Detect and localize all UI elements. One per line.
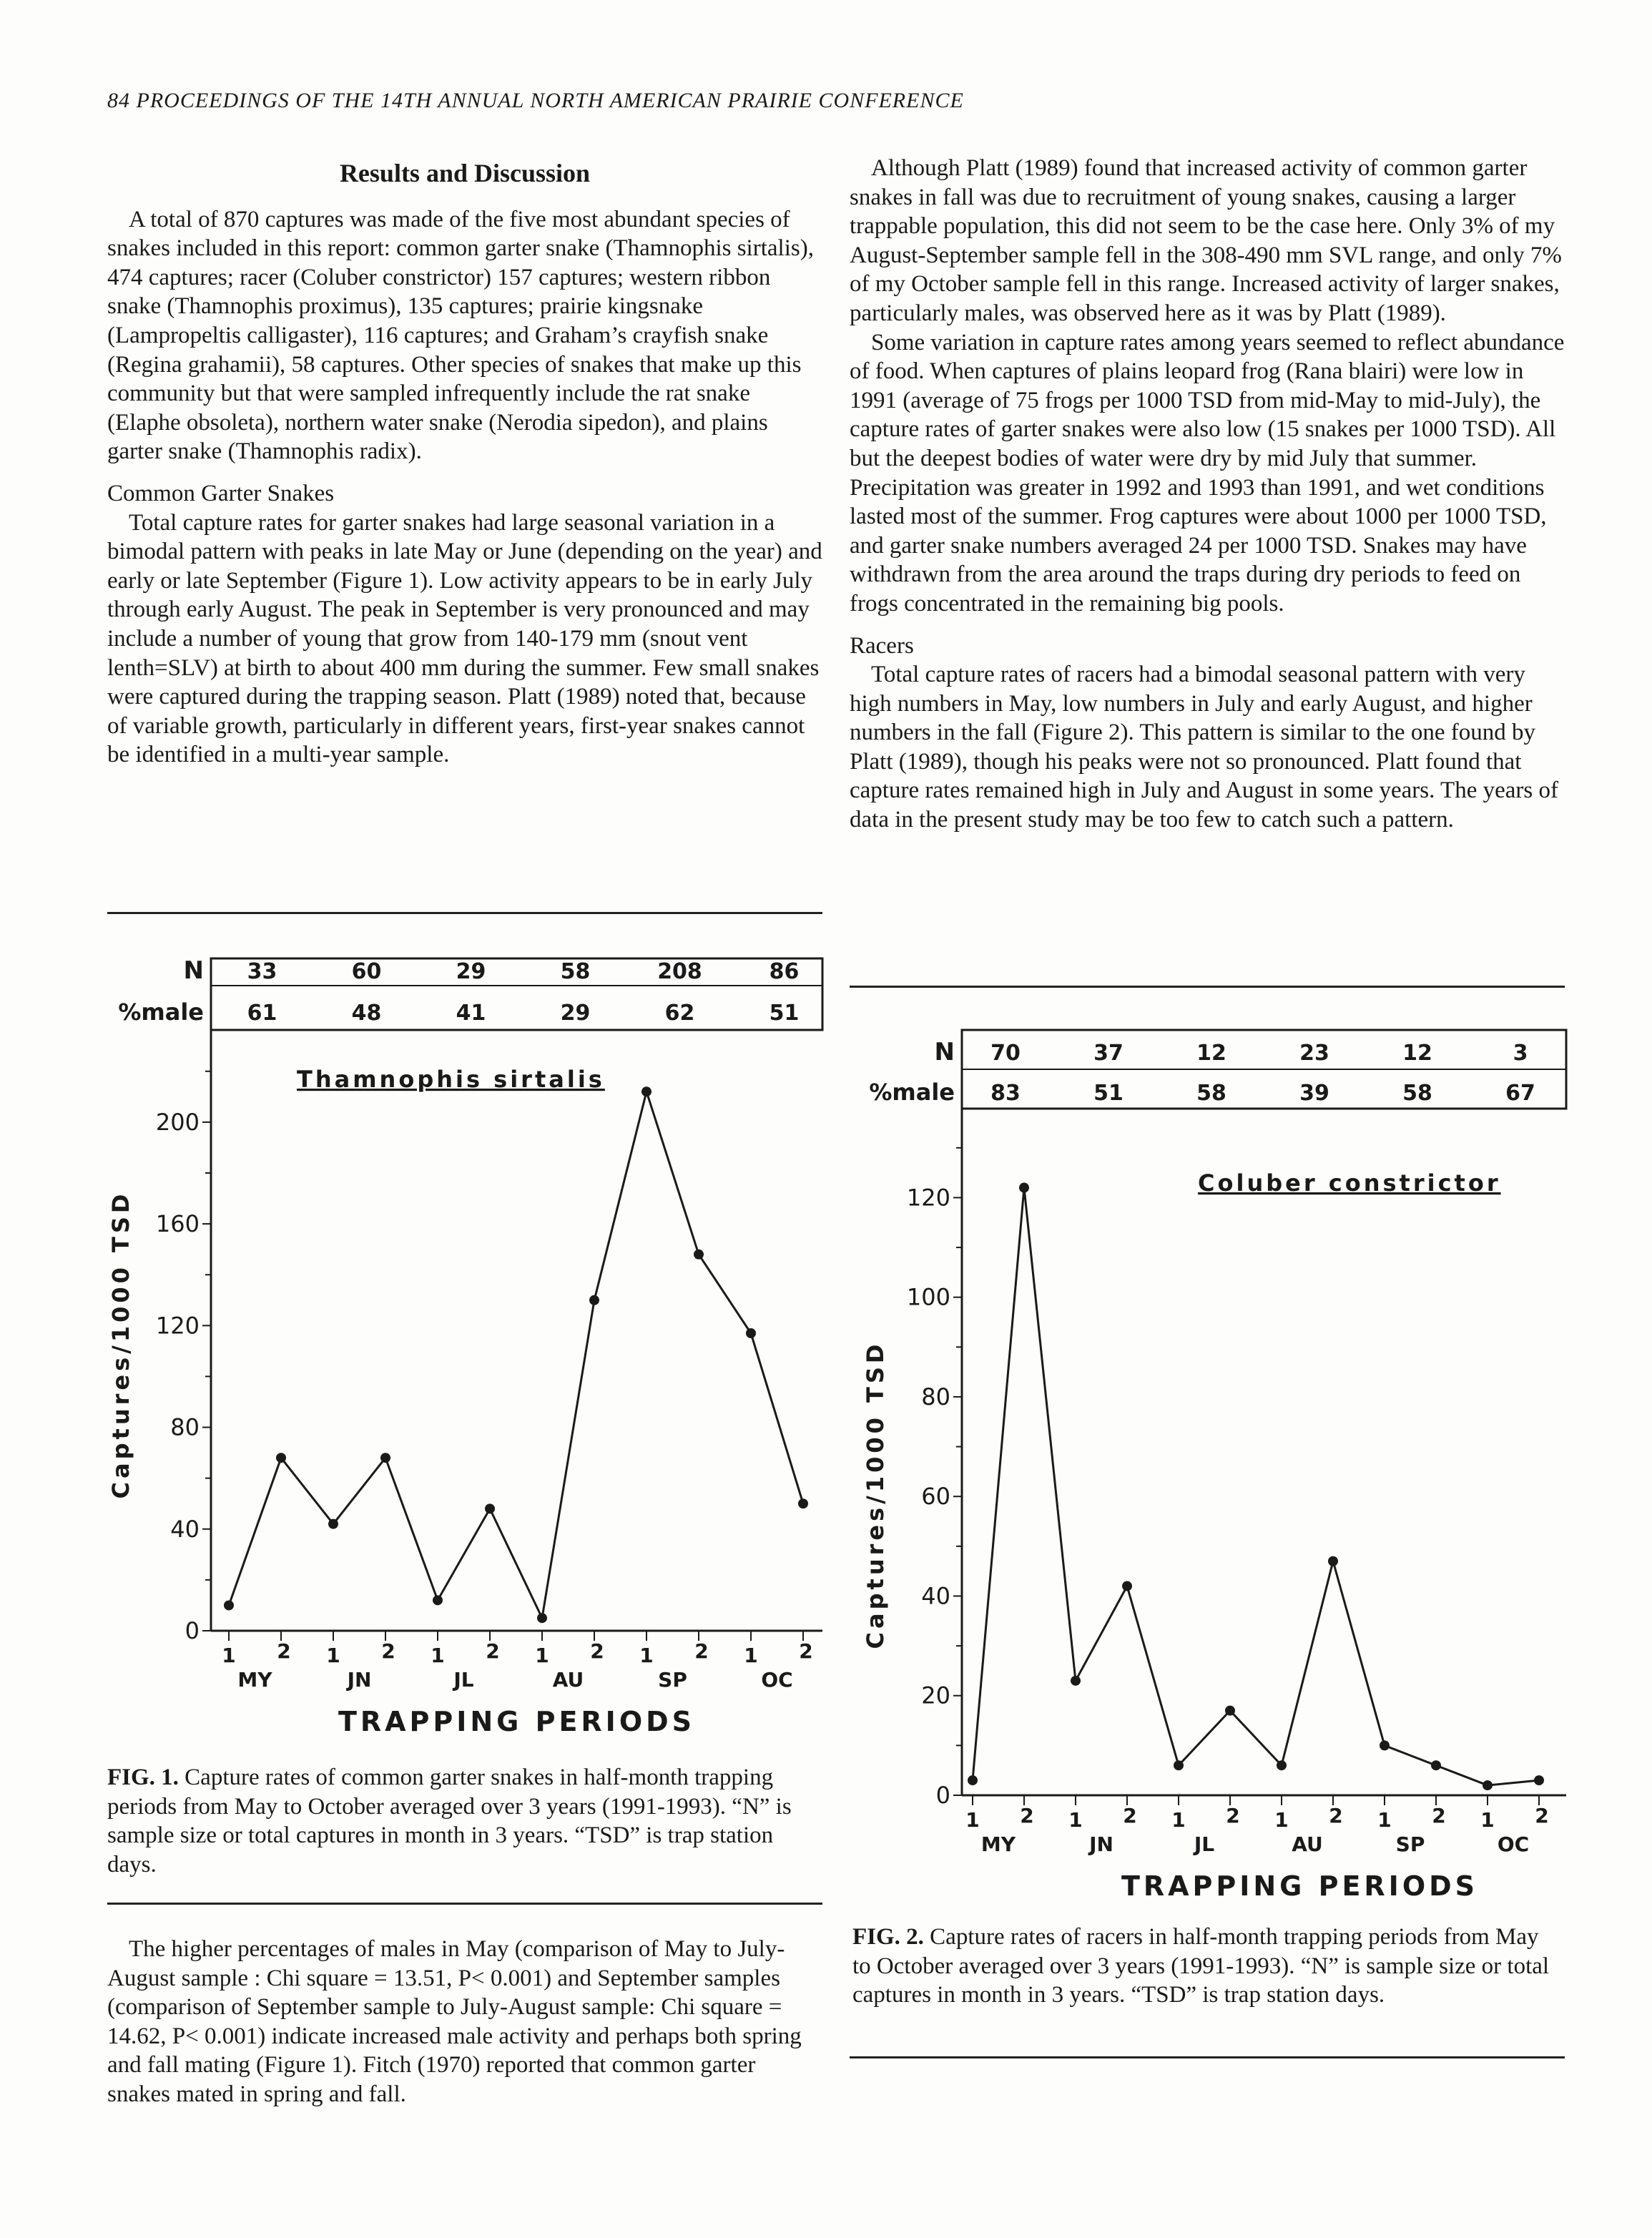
period-label: 1 (1377, 1808, 1392, 1832)
n-row-label: N (183, 956, 204, 985)
y-tick-label: 80 (170, 1413, 200, 1441)
n-value: 12 (1196, 1041, 1226, 1066)
y-tick-label: 160 (155, 1210, 200, 1238)
data-point (1431, 1760, 1441, 1770)
period-label: 1 (1171, 1808, 1186, 1832)
n-value: 29 (456, 959, 486, 984)
data-point (224, 1600, 234, 1610)
period-label: 1 (326, 1644, 340, 1667)
data-point (537, 1613, 547, 1623)
y-axis-label: Captures/1000 TSD (107, 1190, 134, 1499)
subsection-heading: Racers (850, 632, 914, 659)
left-column (107, 159, 822, 770)
data-point (1174, 1760, 1184, 1770)
n-value: 208 (657, 959, 702, 984)
period-label: 1 (431, 1644, 445, 1667)
period-label: 1 (639, 1644, 654, 1667)
pct-male-value: 58 (1196, 1081, 1226, 1106)
series-line (973, 1188, 1539, 1786)
data-point (485, 1503, 495, 1513)
pct-male-value: 41 (456, 1001, 486, 1026)
period-label: 2 (1329, 1804, 1343, 1827)
x-axis-label: TRAPPING PERIODS (338, 1706, 696, 1737)
figure-2 (847, 1016, 1591, 1917)
period-label: 2 (1432, 1804, 1446, 1827)
data-point (1483, 1780, 1493, 1790)
month-label: SP (658, 1668, 687, 1692)
y-tick-label: 120 (155, 1312, 200, 1340)
period-label: 2 (590, 1639, 604, 1663)
data-point (433, 1595, 443, 1605)
data-point (694, 1250, 704, 1260)
divider (107, 1903, 822, 1905)
fig1-caption-label: FIG. 1. (107, 1765, 179, 1790)
period-label: 1 (535, 1644, 549, 1667)
chart-title: Coluber constrictor (1198, 1169, 1501, 1197)
data-point (1225, 1706, 1235, 1716)
chart-frame (211, 958, 822, 1030)
pct-male-value: 67 (1505, 1081, 1535, 1106)
n-value: 86 (769, 959, 800, 984)
data-point (968, 1775, 978, 1785)
n-value: 58 (560, 959, 591, 984)
period-label: 1 (222, 1644, 236, 1667)
pct-male-row-label: %male (869, 1079, 955, 1106)
fig1-caption-text: Capture rates of common garter snakes in half-month trapping periods from May to October averaged over 3 years (1991-1993). “N” is sample size or total captures in month in 3 years. “TSD” is trap station days. (107, 1765, 792, 1878)
period-label: 1 (965, 1808, 980, 1832)
y-tick-label: 40 (921, 1582, 950, 1610)
paragraph: The higher percentages of males in May (comparison of May to July-August sample : Chi square = 13.51, P< 0.001) and September samples (comparison of September sample to July-August sample: Chi square = 14.62, P< 0.001) indicate increased male activity and perhaps both spring and fall mating (Figure 1). Fitch (1970) reported that common garter snakes mated in spring and fall. (107, 1936, 802, 2107)
pct-male-value: 29 (560, 1001, 591, 1026)
n-value: 60 (351, 959, 382, 984)
month-label: AU (552, 1668, 584, 1692)
y-tick-label: 120 (906, 1184, 950, 1212)
period-label: 1 (1480, 1808, 1495, 1832)
fig1-chart (68, 944, 833, 1752)
data-point (1122, 1581, 1132, 1591)
divider (107, 912, 822, 914)
n-value: 12 (1402, 1041, 1432, 1066)
period-label: 2 (694, 1639, 709, 1663)
month-label: JN (347, 1668, 372, 1692)
period-label: 2 (1535, 1804, 1549, 1827)
pct-male-value: 51 (1093, 1081, 1124, 1106)
period-label: 2 (486, 1639, 500, 1663)
paragraph: Total capture rates of racers had a bimodal seasonal pattern with very high numbers in May, low numbers in July and early August, and higher numbers in the fall (Figure 2). This pattern is similar to the one found by Platt (1989), though his peaks were not so pronounced. Platt found that capture rates remained high in July and August in some years. The years of data in the present study may be too few to catch such a pattern. (850, 662, 1558, 833)
month-label: OC (1497, 1832, 1530, 1856)
data-point (380, 1453, 390, 1463)
n-value: 33 (247, 959, 277, 984)
n-value: 23 (1299, 1041, 1329, 1066)
data-point (1534, 1775, 1544, 1785)
data-point (798, 1498, 808, 1508)
figure-1 (68, 944, 833, 1752)
pct-male-value: 39 (1299, 1081, 1329, 1106)
period-label: 1 (1274, 1808, 1289, 1832)
y-tick-label: 100 (906, 1283, 950, 1311)
period-label: 2 (1123, 1804, 1137, 1827)
y-tick-label: 200 (155, 1108, 200, 1136)
month-label: MY (980, 1832, 1016, 1856)
fig2-caption (852, 1923, 1560, 2010)
data-point (1380, 1740, 1390, 1750)
month-label: JN (1089, 1832, 1113, 1856)
data-point (328, 1519, 338, 1529)
pct-male-value: 48 (351, 1001, 382, 1026)
data-point (1328, 1556, 1338, 1566)
right-column (850, 154, 1565, 835)
data-point (1277, 1760, 1287, 1770)
pct-male-value: 51 (769, 1001, 800, 1026)
series-line (229, 1091, 803, 1618)
paragraph: A total of 870 captures was made of the five most abundant species of snakes included in this report: common garter snake (Thamnophis sirtalis), 474 captures; racer (Coluber constrictor) 157 captures; western ribbon snake (Thamnophis proximus), 135 captures; prairie kingsnake (Lampropeltis calligaster), 116 captures; and Graham’s crayfish snake (Regina grahamii), 58 captures. Other species of snakes that make up this community but that were sampled infrequently include the rat snake (Elaphe obsoleta), northern water snake (Nerodia sipedon), and plains garter snake (Thamnophis radix). (107, 206, 814, 465)
month-label: OC (761, 1668, 793, 1692)
divider (850, 2056, 1565, 2058)
left-column-bottom (107, 1935, 822, 2109)
pct-male-value: 61 (247, 1001, 277, 1026)
y-tick-label: 20 (921, 1682, 950, 1709)
paragraph: Some variation in capture rates among years seemed to reflect abundance of food. When captures of plains leopard frog (Rana blairi) were low in 1991 (average of 75 frogs per 1000 TSD from mid-May to mid-July), the capture rates of garter snakes were also low (15 snakes per 1000 TSD). All but the deepest bodies of water were dry by mid July that summer. Precipitation was greater in 1992 and 1993 than 1991, and wet conditions lasted most of the summer. Frog captures were about 1000 per 1000 TSD, and garter snake numbers averaged 24 per 1000 TSD. Snakes may have withdrawn from the area around the traps during dry periods to feed on frogs concentrated in the remaining big pools. (850, 329, 1565, 617)
month-label: SP (1395, 1832, 1425, 1856)
n-value: 70 (990, 1041, 1021, 1066)
n-value: 3 (1513, 1041, 1528, 1066)
y-tick-label: 0 (185, 1617, 200, 1644)
period-label: 2 (799, 1639, 813, 1663)
month-label: MY (237, 1668, 272, 1692)
period-label: 1 (744, 1644, 758, 1667)
fig2-caption-label: FIG. 2. (852, 1924, 924, 1950)
n-value: 37 (1093, 1041, 1124, 1066)
data-point (276, 1453, 286, 1463)
period-label: 2 (1226, 1804, 1240, 1827)
paragraph: Total capture rates for garter snakes had large seasonal variation in a bimodal pattern with peaks in late May or June (depending on the year) and early or late September (Figure 1). Low activity appears to be in early July through early August. The peak in September is very pronounced and may include a number of young that grow from 140-179 mm (snout vent lenth=SLV) at birth to about 400 mm during the summer. Few small snakes were captured during the trapping season. Platt (1989) noted that, because of variable growth, particularly in different years, first-year snakes cannot be identified in a multi-year sample. (107, 509, 822, 768)
fig2-chart (847, 1016, 1591, 1917)
fig1-caption (107, 1763, 822, 1879)
x-axis-label: TRAPPING PERIODS (1121, 1870, 1479, 1902)
running-head: 84 PROCEEDINGS OF THE 14TH ANNUAL NORTH AMERICAN PRAIRIE CONFERENCE (107, 89, 964, 112)
period-label: 1 (1068, 1808, 1083, 1832)
y-tick-label: 80 (921, 1383, 950, 1410)
data-point (746, 1328, 756, 1338)
data-point (1019, 1183, 1029, 1193)
month-label: JL (453, 1668, 474, 1692)
pct-male-value: 58 (1402, 1081, 1432, 1106)
y-tick-label: 0 (935, 1782, 950, 1809)
period-label: 2 (1020, 1804, 1034, 1827)
chart-title: Thamnophis sirtalis (297, 1066, 605, 1093)
pct-male-value: 83 (990, 1081, 1021, 1106)
divider (850, 986, 1565, 988)
y-tick-label: 40 (170, 1515, 200, 1543)
period-label: 2 (381, 1639, 395, 1663)
month-label: AU (1292, 1832, 1323, 1856)
pct-male-row-label: %male (118, 998, 204, 1026)
n-row-label: N (934, 1038, 955, 1066)
subsection-heading: Common Garter Snakes (107, 480, 335, 506)
paragraph: Although Platt (1989) found that increased activity of common garter snakes in fall was due to recruitment of young snakes, causing a larger trappable population, this did not seem to be the case here. Only 3% of my August-September sample fell in the 308-490 mm SVL range, and only 7% of my October sample fell in this range. Increased activity of larger snakes, particularly males, was observed here as it was by Platt (1989). (850, 155, 1562, 326)
period-label: 2 (277, 1639, 291, 1663)
data-point (641, 1086, 652, 1096)
y-tick-label: 60 (921, 1483, 950, 1511)
section-heading: Results and Discussion (339, 159, 591, 187)
pct-male-value: 62 (664, 1001, 695, 1026)
y-axis-label: Captures/1000 TSD (862, 1340, 889, 1649)
fig2-caption-text: Capture rates of racers in half-month trapping periods from May to October averaged over 3 years (1991-1993). “N” is sample size or total captures in month in 3 years. “TSD” is trap station days. (852, 1924, 1550, 2008)
data-point (589, 1295, 599, 1305)
data-point (1071, 1676, 1081, 1686)
month-label: JL (1194, 1832, 1215, 1856)
